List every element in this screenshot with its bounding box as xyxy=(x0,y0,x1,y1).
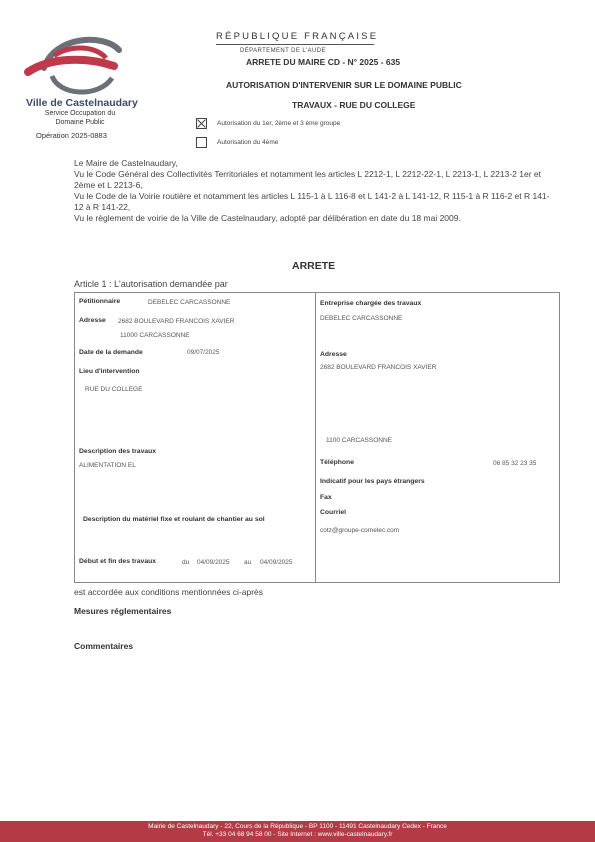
description-value: ALIMENTATION EL xyxy=(79,462,136,469)
closing-text: est accordée aux conditions mentionnées ci-après xyxy=(74,587,263,597)
footer-line-2: Tél. +33 04 68 94 58 00 - Site Internet : www.ville-castelnaudary.fr xyxy=(202,831,393,838)
header-divider xyxy=(216,44,374,45)
adresse-line-2: 11000 CARCASSONNE xyxy=(120,332,190,339)
telephone-value: 06 85 32 23 35 xyxy=(493,460,537,467)
dates-end: 04/09/2025 xyxy=(260,559,293,566)
preamble-line: Le Maire de Castelnaudary, xyxy=(74,158,178,168)
materiel-label: Description du matériel fixe et roulant de chantier au sol xyxy=(83,516,265,523)
right-adresse-value: 2682 BOULEVARD FRANCOIS XAVIER xyxy=(320,364,437,371)
city-name: Ville de Castelnaudary xyxy=(26,97,138,109)
right-city-value: 1100 CARCASSONNE xyxy=(326,437,392,444)
lieu-label: Lieu d'intervention xyxy=(79,368,140,375)
indicatif-label: Indicatif pour les pays étrangers xyxy=(320,478,425,485)
lieu-value: RUE DU COLLEGE xyxy=(85,386,143,393)
dates-au: au xyxy=(244,559,252,566)
footer-text xyxy=(0,823,595,839)
preamble-line: Vu le Code Général des Collectivités Territoriales et notamment les articles L 2212-1, L 2212-22-1, L 2213-1, L 2213-2 1er et 2ème et L 2213-6, xyxy=(74,169,541,190)
checkbox-group-4[interactable] xyxy=(196,137,207,148)
petitionnaire-value: DEBELEC CARCASSONNE xyxy=(148,299,231,306)
dates-start: 04/09/2025 xyxy=(197,559,230,566)
adresse-line-1: 2682 BOULEVARD FRANCOIS XAVIER xyxy=(118,318,235,325)
adresse-label: Adresse xyxy=(79,317,106,324)
document-subtitle: TRAVAUX - RUE DU COLLEGE xyxy=(292,100,416,110)
preamble-line: Vu le règlement de voirie de la Ville de Castelnaudary, adopté par délibération en date du 18 mai 2009. xyxy=(74,213,461,223)
telephone-label: Téléphone xyxy=(320,459,354,466)
fax-label: Fax xyxy=(320,494,332,501)
dates-label: Début et fin des travaux xyxy=(79,558,157,565)
city-logo xyxy=(24,28,134,98)
checkbox-label-group-4: Autorisation du 4ème xyxy=(217,139,279,146)
arrete-number: ARRETE DU MAIRE CD - N° 2025 - 635 xyxy=(246,57,401,67)
petitionnaire-label: Pétitionnaire xyxy=(79,298,121,305)
date-demande-value: 09/07/2025 xyxy=(187,349,220,356)
preamble-line: Vu le Code de la Voirie routière et notamment les articles L 115-1 à L 116-8 et L 141-2 à L 141-12, R 115-1 à R 116-2 et R 141-12 à R 141-22, xyxy=(74,191,550,212)
entreprise-label: Entreprise chargée des travaux xyxy=(320,300,422,307)
footer-line-1: Mairie de Castelnaudary - 22, Cours de la République - BP 1100 - 11491 Castelnaudary Cedex - France xyxy=(148,823,447,830)
right-adresse-label: Adresse xyxy=(320,351,347,358)
checkbox-label-group-1-3: Autorisation du 1er, 2ème et 3 ème groupe xyxy=(217,120,341,127)
preamble xyxy=(74,158,554,224)
dates-du: du xyxy=(182,559,190,566)
courriel-value: cotz@groupe-comelec.com xyxy=(320,527,400,534)
description-label: Description des travaux xyxy=(79,448,157,455)
republic-label: RÉPUBLIQUE FRANÇAISE xyxy=(216,31,379,42)
mesures-heading: Mesures réglementaires xyxy=(74,606,172,616)
service-name: Service Occupation du Domaine Public xyxy=(44,110,116,126)
operation-number: Opération 2025-0883 xyxy=(36,131,107,140)
form-divider xyxy=(315,292,316,582)
date-demande-label: Date de la demande xyxy=(79,349,143,356)
checkbox-group-1-3[interactable] xyxy=(196,118,207,129)
arrete-heading: ARRETE xyxy=(292,260,336,272)
document-title: AUTORISATION D'INTERVENIR SUR LE DOMAINE PUBLIC xyxy=(226,80,462,90)
article-1: Article 1 : L'autorisation demandée par xyxy=(74,279,228,289)
entreprise-value: DEBELEC CARCASSONNE xyxy=(320,315,403,322)
commentaires-heading: Commentaires xyxy=(74,641,134,651)
department-label: DÉPARTEMENT DE L'AUDE xyxy=(240,48,326,54)
courriel-label: Courriel xyxy=(320,509,347,516)
